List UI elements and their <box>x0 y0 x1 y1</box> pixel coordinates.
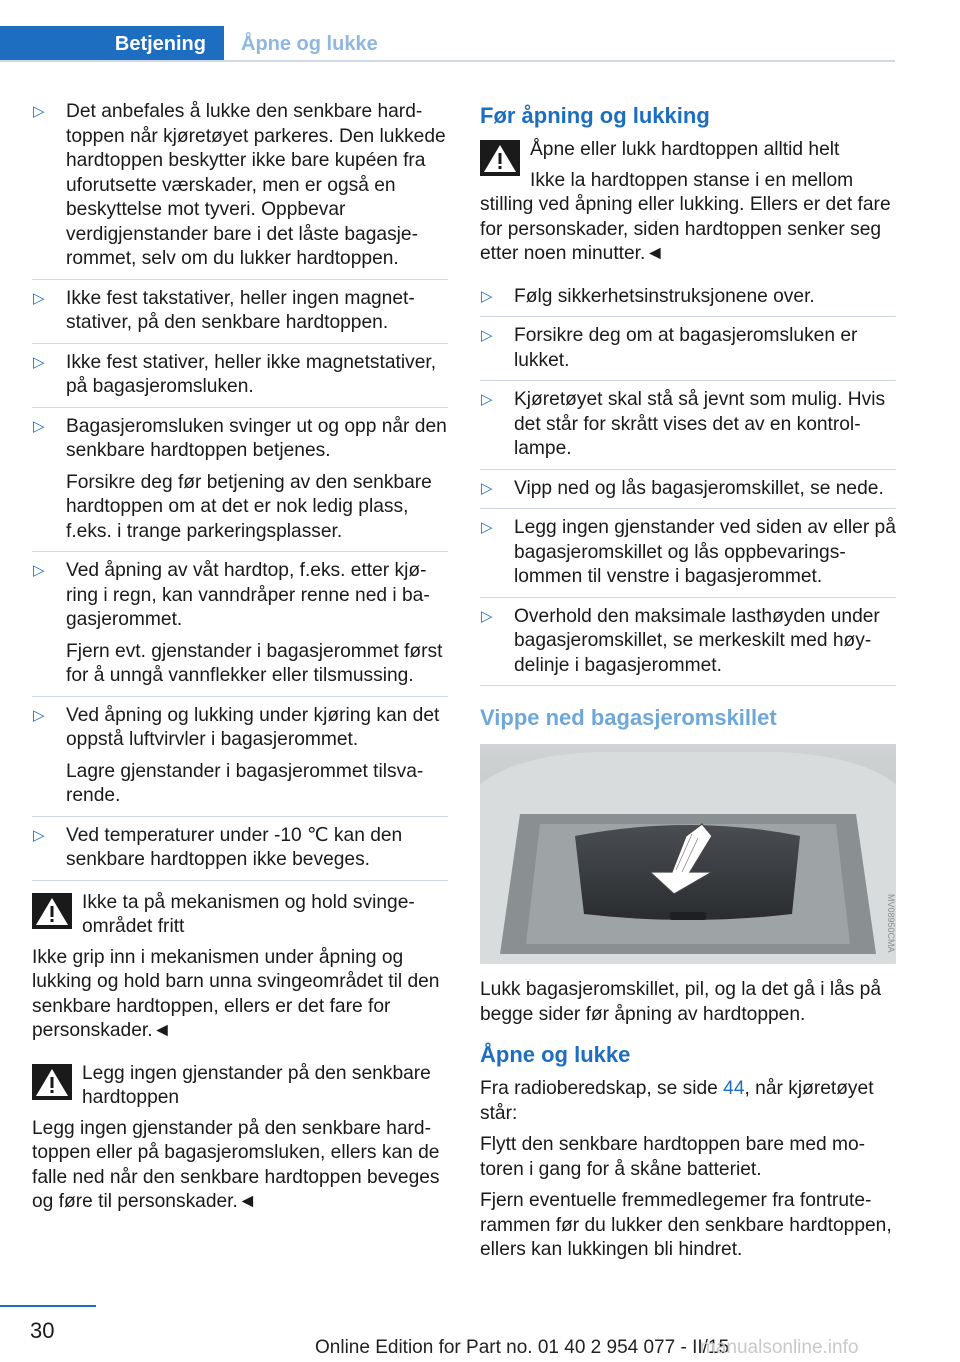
list-separator <box>480 316 896 317</box>
list-item <box>32 824 448 873</box>
list-item-text: Ved åpning og lukking under kjøring kan det oppstå luftvirvler i bagasjerommet. <box>66 704 440 750</box>
header-section-label: Betjening <box>114 32 206 55</box>
list-item <box>32 100 448 272</box>
header-section-tab <box>0 26 224 62</box>
list-item-text: Vipp ned og lås bagasjeromskillet, se nede. <box>514 477 884 499</box>
list-separator <box>480 685 896 686</box>
warning-triangle-icon <box>32 1064 72 1100</box>
list-separator <box>32 343 448 344</box>
list-separator <box>480 469 896 470</box>
right-column <box>480 100 896 1270</box>
trunk-divider-photo <box>480 744 896 964</box>
footer-edition: Online Edition for Part no. 01 40 2 954 077 - II/15 <box>315 1337 730 1358</box>
para-remove-objects: Fjern eventuelle fremmedlegemer fra fontruterammen før du lukker den senkbare hardtoppen, ellers kan lukkingen bli hindret. <box>480 1190 892 1260</box>
list-item <box>32 704 448 809</box>
bullet-triangle-icon: ▷ <box>33 103 45 120</box>
list-item-text: Lagre gjenstander i bagasjerommet tilsvarende. <box>66 760 424 806</box>
warning-block <box>32 891 448 1044</box>
bullet-triangle-icon: ▷ <box>33 289 45 307</box>
list-item-text: Bagasjeromsluken svinger ut og opp når den senkbare hardtoppen betjenes. <box>66 415 447 461</box>
list-separator <box>32 279 448 280</box>
warning-body: Ikke grip inn i mekanismen under åpning og lukking og hold barn unna svingeområdet til den senkbare hardtoppen, ellers er det fare for personskader.◄ <box>32 946 440 1041</box>
warning-triangle-icon <box>32 893 72 929</box>
bullet-triangle-icon: ▷ <box>33 562 45 579</box>
list-separator <box>32 816 448 817</box>
list-item-text: Kjøretøyet skal stå så jevnt som mulig. Hvis det står for skrått vises det av en kontrollampe. <box>514 389 886 459</box>
list-item-text: Legg ingen gjenstander ved siden av eller på bagasjeromskillet og lås oppbevaringslommen til venstre i bagasjerommet. <box>514 517 896 587</box>
section-title-before-opening: Før åpning og lukking <box>480 103 710 128</box>
page-number: 30 <box>30 1318 55 1343</box>
list-item-text: Ved åpning av våt hardtop, f.eks. etter kjøring i regn, kan vanndråper renne ned i bagasjerommet. <box>66 560 430 630</box>
list-item <box>480 324 896 373</box>
photo-code-label: MV08950CMA <box>886 894 896 953</box>
warning-body: Legg ingen gjenstander på den senkbare hardtoppen eller på bagasjeromsluken, ellers kan de falle ned når den senkbare hardtoppen beveges og føre til personskader.◄ <box>32 1117 440 1212</box>
warning-title: Åpne eller lukk hardtoppen alltid helt <box>530 139 840 160</box>
bullet-triangle-icon: ▷ <box>481 287 493 305</box>
left-bullet-list <box>32 100 448 881</box>
list-separator <box>480 508 896 509</box>
list-item <box>480 516 896 590</box>
bullet-triangle-icon: ▷ <box>33 706 45 724</box>
list-item <box>32 559 448 689</box>
warning-title: Ikke ta på mekanismen og hold svingeområdet fritt <box>82 891 415 937</box>
list-item <box>480 285 896 310</box>
left-column <box>32 100 448 1233</box>
warning-body: stilling ved åpning eller lukking. Ellers er det fare for personskader, siden hardtoppen senker seg etter noen minutter.◄ <box>480 194 891 264</box>
list-separator <box>32 880 448 881</box>
list-separator <box>480 380 896 381</box>
bullet-triangle-icon: ▷ <box>33 353 45 371</box>
bullet-triangle-icon: ▷ <box>481 327 493 344</box>
list-item-text: Fjern evt. gjenstander i bagasjerommet først for å unngå vannflekker eller tilsmussing. <box>66 640 443 686</box>
list-item <box>32 351 448 400</box>
left-warning-list <box>32 891 448 1215</box>
warning-title: Legg ingen gjenstander på den senkbare hardtoppen <box>82 1062 431 1108</box>
photo-caption: Lukk bagasjeromskillet, pil, og la det gå i lås på begge sider før åpning av hardtoppen. <box>480 979 882 1025</box>
bullet-triangle-icon: ▷ <box>481 391 493 408</box>
warning-block <box>32 1062 448 1215</box>
list-separator <box>480 597 896 598</box>
header-chapter-tab <box>241 26 378 62</box>
para-radio-ready-text-end: , når kjøretøyet står: <box>480 1078 874 1124</box>
footer-watermark: manualsonline.info <box>700 1337 859 1358</box>
header-divider <box>0 60 895 62</box>
list-item-text: Overhold den maksimale lasthøyden under bagasjeromskillet, se merkeskilt med høydelinje i bagasjerommet. <box>514 605 880 676</box>
list-separator <box>32 696 448 697</box>
section-title-tilt-divider: Vippe ned bagasjeromskillet <box>480 705 777 730</box>
bullet-triangle-icon: ▷ <box>481 607 493 625</box>
warning-body-start: Ikke la hardtoppen stanse i en mellom <box>530 169 854 191</box>
para-radio-ready-text: Fra radioberedskap, se side <box>480 1078 724 1099</box>
warning-triangle-icon <box>480 140 520 176</box>
list-item <box>480 388 896 462</box>
para-engine-running: Flytt den senkbare hardtoppen bare med motoren i gang for å skåne batteriet. <box>480 1134 866 1180</box>
bullet-triangle-icon: ▷ <box>33 417 45 435</box>
list-item-text: Forsikre deg om at bagasjeromsluken er lukket. <box>514 325 858 371</box>
list-item <box>32 415 448 545</box>
page-link-44[interactable]: 44 <box>723 1078 745 1099</box>
footer-divider <box>0 1305 96 1307</box>
list-separator <box>32 551 448 552</box>
list-item-text: Ikke fest takstativer, heller ingen magnetstativer, på den senkbare hardtoppen. <box>66 287 415 333</box>
list-item-text: Ikke fest stativer, heller ikke magnetstativer, på bagasjeromsluken. <box>66 351 437 397</box>
list-item-text: Følg sikkerhetsinstruksjonene over. <box>514 285 815 307</box>
bullet-triangle-icon: ▷ <box>33 826 45 844</box>
list-item <box>32 287 448 336</box>
para-radio-ready <box>480 1077 896 1126</box>
header-chapter-label: Åpne og lukke <box>241 32 378 55</box>
list-item-text: Det anbefales å lukke den senkbare hardtoppen når kjøretøyet parkeres. Den lukkede hardtoppen beskytter ikke bare kupéen fra uforutsette værskader, men er også en beskyttelse mot tyveri. Oppbevar verdigjenstander bare i det låste bagasjerommet, selv om du lukker hardtoppen. <box>66 101 446 269</box>
right-bullet-list <box>480 285 896 687</box>
list-item <box>480 477 896 502</box>
section-title-open-close: Åpne og lukke <box>480 1042 631 1067</box>
list-separator <box>32 407 448 408</box>
bullet-triangle-icon: ▷ <box>481 519 493 536</box>
bullet-triangle-icon: ▷ <box>481 479 493 497</box>
list-item-text: Ved temperaturer under -10 ℃ kan den senkbare hardtoppen ikke beveges. <box>66 824 403 870</box>
warning-open-fully <box>480 138 896 267</box>
list-item-text: Forsikre deg før betjening av den senkbare hardtoppen om at det er nok ledig plass, f.eks. i trange parkeringsplasser. <box>66 471 432 542</box>
list-item <box>480 605 896 679</box>
